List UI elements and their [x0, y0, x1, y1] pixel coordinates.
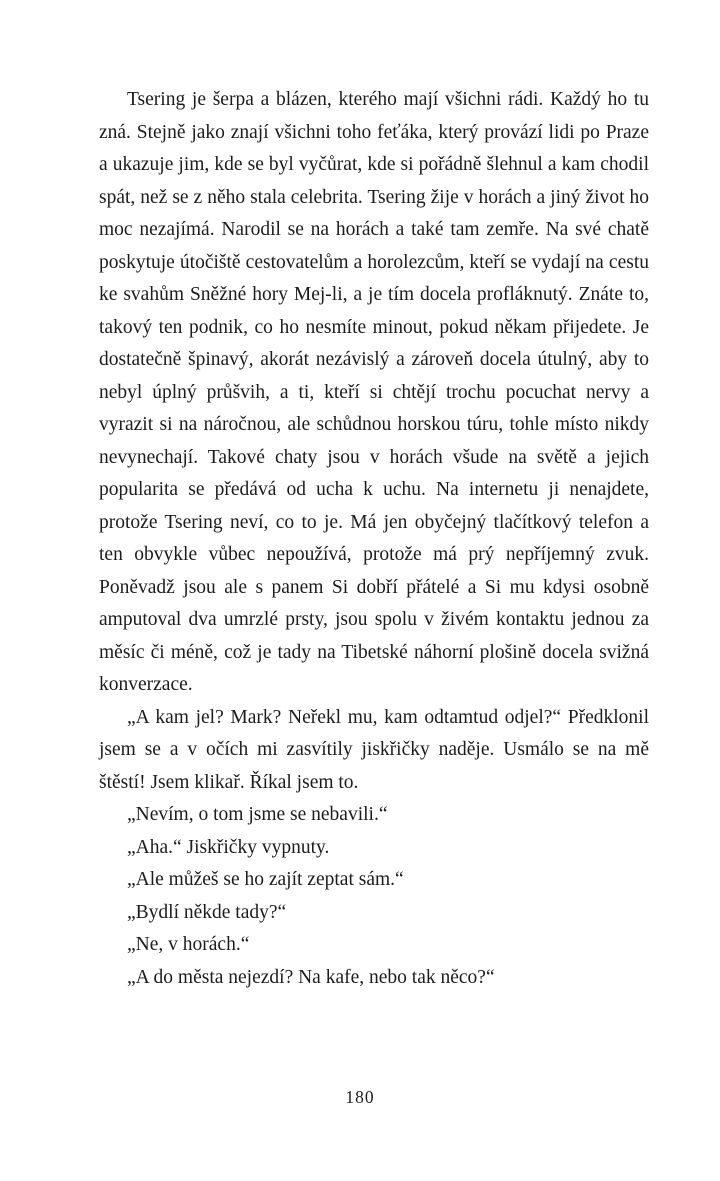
paragraph-dialogue: „Aha.“ Jiskřičky vypnuty.: [127, 836, 330, 858]
paragraph-dialogue: „Ale můžeš se ho zajít zeptat sám.“: [127, 869, 404, 890]
paragraph-dialogue: „Bydlí někde tady?“: [127, 901, 287, 923]
paragraph-dialogue: „Ne, v horách.“: [127, 934, 250, 955]
page-number: 180: [345, 1087, 375, 1107]
paragraph: „A kam jel? Mark? Neřekl mu, kam odtamtud odjel?“ Předklonil jsem se a v očích mi zasvítily jiskřičky naděje. Usmálo se na mě štěstí! Jsem klikař. Říkal jsem to.: [99, 706, 649, 793]
paragraph-dialogue: „A do města nejezdí? Na kafe, nebo tak něco?“: [127, 966, 495, 988]
paragraph-dialogue: „Nevím, o tom jsme se nebavili.“: [127, 804, 388, 825]
paragraph: Tsering je šerpa a blázen, kterého mají všichni rádi. Každý ho tu zná. Stejně jako znají všichni toho feťáka, který provází lidi po Praze a ukazuje jim, kde se byl vyčůrat, kde si pořádně šlehnul a kam chodil spát, než se z něho stala celebrita. Tsering žije v horách a jiný život ho moc nezajímá. Narodil se na horách a také tam zemře. Na své chatě poskytuje útočiště cestovatelům a horolezcům, kteří se vydají na cestu ke svahům Sněžné hory Mej-li, a je tím docela profláknutý. Znáte to, takový ten podnik, co ho nesmíte minout, pokud někam přijedete. Je dostatečně špinavý, akorát nezávislý a zároveň docela útulný, aby to nebyl úplný průšvih, a ti, kteří si chtějí trochu pocuchat nervy a vyrazit si na náročnou, ale schůdnou horskou túru, tohle místo nikdy nevynechají. Takové chaty jsou v horách všude na světě a jejich popularita se předává od ucha k uchu. Na internetu ji nenajdete, protože Tsering neví, co to je. Má jen obyčejný tlačítkový telefon a ten obvykle vůbec nepoužívá, protože má prý nepříjemný zvuk. Poněvadž jsou ale s panem Si dobří přátelé a Si mu kdysi osobně amputoval dva umrzlé prsty, jsou spolu v živém kontaktu jednou za měsíc či méně, což je tady na Tibetské náhorní plošině docela svižná konverzace.: [99, 89, 649, 695]
page-text: [99, 84, 649, 994]
